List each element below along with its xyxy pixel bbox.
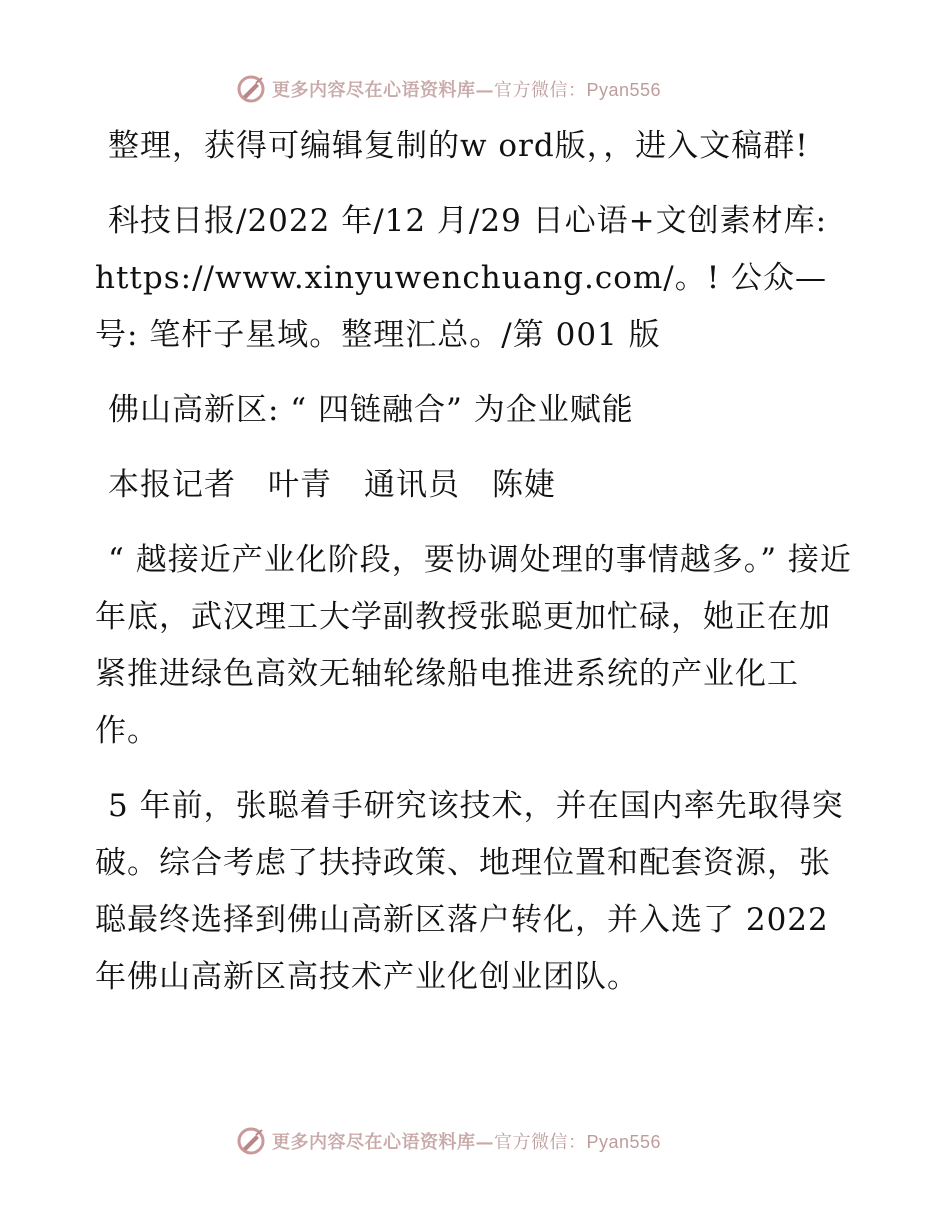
watermark-contact: 官方微信：Pyan556 [494, 80, 662, 100]
body-paragraph: “ 越接近产业化阶段，要协调处理的事情越多。” 接近年底，武汉理工大学副教授张聪更加忙碌，她正在加紧推进绿色高效无轴轮缘船电推进系统的产业化工作。 [95, 542, 852, 749]
document-body [95, 118, 855, 1024]
watermark-text: 更多内容尽在心语资料库— [272, 1132, 494, 1153]
body-paragraph: 5 年前，张聪着手研究该技术，并在国内率先取得突破。综合考虑了扶持政策、地理位置和配套资源，张聪最终选择到佛山高新区落户转化，并入选了 2022 年佛山高新区高技术产业化创业团队。 [95, 788, 844, 995]
intro-paragraph: 整理，获得可编辑复制的w ord版，，进入文稿群! [108, 128, 809, 164]
header-watermark [236, 72, 661, 106]
byline: 本报记者 叶青 通讯员 陈婕 [108, 467, 556, 503]
article-title: 佛山高新区: “ 四链融合” 为企业赋能 [108, 392, 634, 428]
watermark-contact: 官方微信：Pyan556 [494, 1132, 662, 1152]
quill-logo-icon [236, 1126, 266, 1156]
footer-watermark [236, 1124, 661, 1158]
source-line: 科技日报/2022 年/12 月/29 日心语+文创素材库: https://www.xinyuwenchuang.com/。! 公众—号: 笔杆子星域。整理汇总。/第 001 版 [95, 203, 828, 353]
quill-logo-icon [236, 74, 266, 104]
watermark-text: 更多内容尽在心语资料库— [272, 80, 494, 101]
